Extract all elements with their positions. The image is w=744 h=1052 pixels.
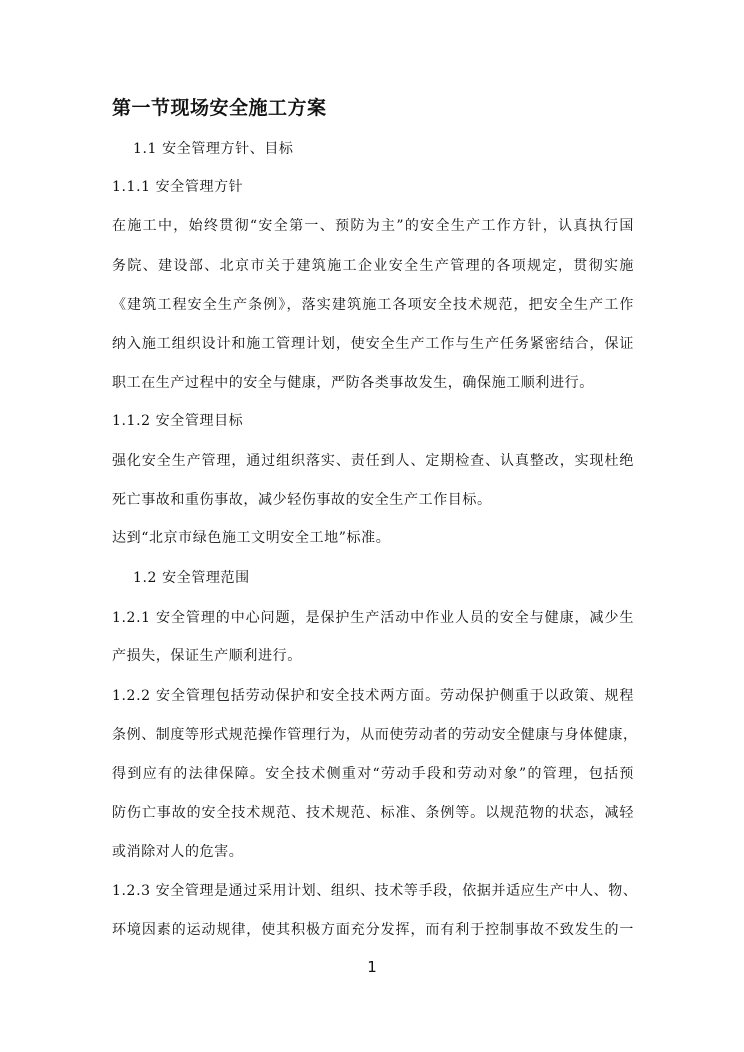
subsection-heading-1-1-2: 1.1.2 安全管理目标	[112, 413, 244, 429]
page-number: 1	[367, 958, 377, 976]
paragraph-line: 环境因素的运动规律，使其积极方面充分发挥，而有利于控制事故不致发生的一	[112, 922, 634, 938]
paragraph-line: 死亡事故和重伤事故，减少轻伤事故的安全生产工作目标。	[112, 492, 492, 508]
paragraph-line: 防伤亡事故的安全技术规范、技术规范、标准、条例等。以规范物的状态，减轻	[112, 805, 634, 821]
paragraph-line: 1.2.2 安全管理包括劳动保护和安全技术两方面。劳动保护侧重于以政策、规程	[112, 688, 634, 704]
paragraph-line: 达到“北京市绿色施工文明安全工地”标准。	[112, 530, 391, 546]
subsection-heading-1-1-1: 1.1.1 安全管理方针	[112, 179, 244, 195]
paragraph-line: 《建筑工程安全生产条例》，落实建筑施工各项安全技术规范，把安全生产工作	[112, 297, 634, 313]
paragraph-line: 得到应有的法律保障。安全技术侧重对“劳动手段和劳动对象”的管理，包括预	[112, 766, 634, 782]
paragraph-line: 职工在生产过程中的安全与健康，严防各类事故发生，确保施工顺利进行。	[112, 375, 594, 391]
paragraph-line: 1.2.1 安全管理的中心问题，是保护生产活动中作业人员的安全与健康，减少生	[112, 610, 634, 626]
subsection-heading-1-1: 1.1 安全管理方针、目标	[133, 141, 294, 157]
paragraph-line: 务院、建设部、北京市关于建筑施工企业安全生产管理的各项规定，贯彻实施	[112, 258, 634, 274]
paragraph-line: 条例、制度等形式规范操作管理行为，从而使劳动者的劳动安全健康与身体健康，	[112, 727, 638, 743]
paragraph-line: 纳入施工组织设计和施工管理计划，使安全生产工作与生产任务紧密结合，保证	[112, 336, 634, 352]
paragraph-line: 或消除对人的危害。	[112, 844, 244, 860]
paragraph-line: 产损失，保证生产顺利进行。	[112, 648, 302, 664]
paragraph-line: 在施工中，始终贯彻“安全第一、预防为主”的安全生产工作方针，认真执行国	[112, 218, 634, 234]
paragraph-line: 强化安全生产管理，通过组织落实、责任到人、定期检查、认真整改，实现杜绝	[112, 453, 634, 469]
subsection-heading-1-2: 1.2 安全管理范围	[133, 570, 250, 586]
section-title: 第一节现场安全施工方案	[112, 97, 327, 119]
paragraph-line: 1.2.3 安全管理是通过采用计划、组织、技术等手段，依据并适应生产中人、物、	[112, 883, 638, 899]
